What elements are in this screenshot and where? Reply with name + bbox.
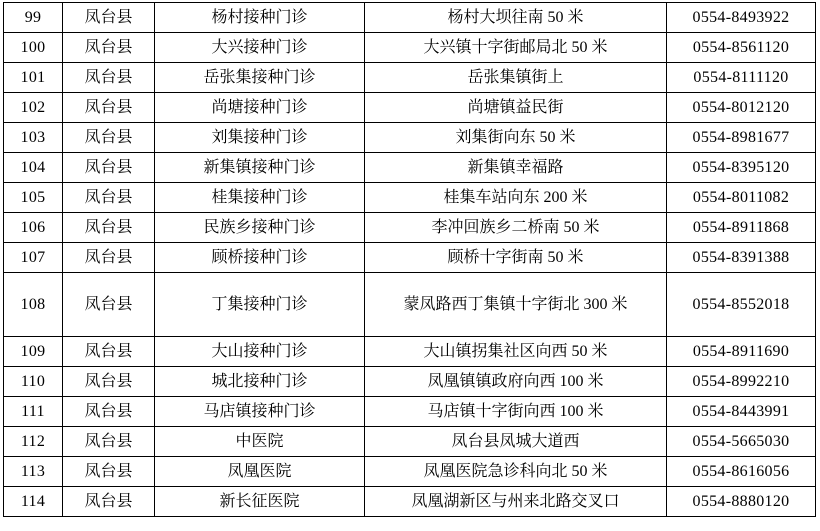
- table-cell-address: 岳张集镇街上: [365, 63, 667, 93]
- table-cell-clinic: 大兴接种门诊: [155, 33, 365, 63]
- table-row: [4, 337, 816, 367]
- table-cell-address: 凤凰镇镇政府向西 100 米: [365, 367, 667, 397]
- table-cell-clinic: 大山接种门诊: [155, 337, 365, 367]
- table-cell-county: 凤台县: [63, 3, 155, 33]
- table-cell-address: 新集镇幸福路: [365, 153, 667, 183]
- table-cell-county: 凤台县: [63, 397, 155, 427]
- table-cell-index: 104: [4, 153, 63, 183]
- table-row: [4, 93, 816, 123]
- table-cell-phone: 0554-8391388: [667, 243, 816, 273]
- table-cell-county: 凤台县: [63, 153, 155, 183]
- table-cell-index: 107: [4, 243, 63, 273]
- table-cell-clinic: 新集镇接种门诊: [155, 153, 365, 183]
- table-cell-county: 凤台县: [63, 367, 155, 397]
- table-row: [4, 397, 816, 427]
- table-cell-phone: 0554-8011082: [667, 183, 816, 213]
- table-cell-address: 蒙凤路西丁集镇十字街北 300 米: [365, 273, 667, 337]
- vaccination-clinic-table: [3, 2, 816, 517]
- table-cell-index: 105: [4, 183, 63, 213]
- table-cell-clinic: 顾桥接种门诊: [155, 243, 365, 273]
- table-cell-address: 杨村大坝往南 50 米: [365, 3, 667, 33]
- table-cell-address: 大兴镇十字街邮局北 50 米: [365, 33, 667, 63]
- table-cell-phone: 0554-8561120: [667, 33, 816, 63]
- table-cell-index: 108: [4, 273, 63, 337]
- table-cell-address: 桂集车站向东 200 米: [365, 183, 667, 213]
- table-cell-phone: 0554-8493922: [667, 3, 816, 33]
- table-row: [4, 487, 816, 517]
- table-cell-address: 尚塘镇益民街: [365, 93, 667, 123]
- table-cell-index: 111: [4, 397, 63, 427]
- table-row: [4, 427, 816, 457]
- table-row: [4, 213, 816, 243]
- table-cell-clinic: 民族乡接种门诊: [155, 213, 365, 243]
- table-cell-clinic: 桂集接种门诊: [155, 183, 365, 213]
- table-cell-phone: 0554-8111120: [667, 63, 816, 93]
- table-row: [4, 183, 816, 213]
- table-cell-county: 凤台县: [63, 93, 155, 123]
- table-cell-address: 顾桥十字街南 50 米: [365, 243, 667, 273]
- table-cell-clinic: 马店镇接种门诊: [155, 397, 365, 427]
- table-cell-clinic: 岳张集接种门诊: [155, 63, 365, 93]
- table-cell-phone: 0554-8911690: [667, 337, 816, 367]
- table-cell-clinic: 城北接种门诊: [155, 367, 365, 397]
- table-cell-index: 106: [4, 213, 63, 243]
- table-cell-clinic: 中医院: [155, 427, 365, 457]
- table-cell-index: 101: [4, 63, 63, 93]
- table-cell-county: 凤台县: [63, 63, 155, 93]
- table-cell-clinic: 新长征医院: [155, 487, 365, 517]
- table-row: [4, 63, 816, 93]
- table-cell-phone: 0554-8443991: [667, 397, 816, 427]
- table-cell-county: 凤台县: [63, 243, 155, 273]
- table-cell-phone: 0554-8981677: [667, 123, 816, 153]
- table-cell-county: 凤台县: [63, 213, 155, 243]
- table-cell-index: 109: [4, 337, 63, 367]
- table-cell-index: 100: [4, 33, 63, 63]
- table-cell-address: 刘集街向东 50 米: [365, 123, 667, 153]
- table-cell-county: 凤台县: [63, 337, 155, 367]
- table-cell-county: 凤台县: [63, 427, 155, 457]
- table-cell-phone: 0554-8880120: [667, 487, 816, 517]
- table-cell-county: 凤台县: [63, 487, 155, 517]
- table-cell-county: 凤台县: [63, 33, 155, 63]
- table-cell-phone: 0554-8012120: [667, 93, 816, 123]
- table-cell-address: 大山镇拐集社区向西 50 米: [365, 337, 667, 367]
- table-cell-index: 113: [4, 457, 63, 487]
- table-cell-clinic: 丁集接种门诊: [155, 273, 365, 337]
- table-cell-address: 凤凰湖新区与州来北路交叉口: [365, 487, 667, 517]
- table-cell-address: 李冲回族乡二桥南 50 米: [365, 213, 667, 243]
- table-body: [4, 3, 816, 517]
- table-cell-phone: 0554-5665030: [667, 427, 816, 457]
- table-cell-clinic: 凤凰医院: [155, 457, 365, 487]
- table-row: [4, 3, 816, 33]
- table-cell-phone: 0554-8616056: [667, 457, 816, 487]
- table-cell-clinic: 尚塘接种门诊: [155, 93, 365, 123]
- table-cell-address: 马店镇十字街向西 100 米: [365, 397, 667, 427]
- table-cell-phone: 0554-8911868: [667, 213, 816, 243]
- table-cell-phone: 0554-8395120: [667, 153, 816, 183]
- table-row: [4, 273, 816, 337]
- table-cell-index: 114: [4, 487, 63, 517]
- table-cell-clinic: 杨村接种门诊: [155, 3, 365, 33]
- table-cell-index: 112: [4, 427, 63, 457]
- table-row: [4, 33, 816, 63]
- clinic-table-wrap: [3, 2, 815, 517]
- table-row: [4, 367, 816, 397]
- table-cell-county: 凤台县: [63, 457, 155, 487]
- table-row: [4, 457, 816, 487]
- table-cell-clinic: 刘集接种门诊: [155, 123, 365, 153]
- table-cell-address: 凤凰医院急诊科向北 50 米: [365, 457, 667, 487]
- table-cell-phone: 0554-8992210: [667, 367, 816, 397]
- table-cell-county: 凤台县: [63, 183, 155, 213]
- table-row: [4, 243, 816, 273]
- table-cell-county: 凤台县: [63, 123, 155, 153]
- table-cell-index: 102: [4, 93, 63, 123]
- table-cell-county: 凤台县: [63, 273, 155, 337]
- table-cell-index: 103: [4, 123, 63, 153]
- table-cell-index: 99: [4, 3, 63, 33]
- table-cell-phone: 0554-8552018: [667, 273, 816, 337]
- table-row: [4, 153, 816, 183]
- table-cell-address: 凤台县凤城大道西: [365, 427, 667, 457]
- table-cell-index: 110: [4, 367, 63, 397]
- table-row: [4, 123, 816, 153]
